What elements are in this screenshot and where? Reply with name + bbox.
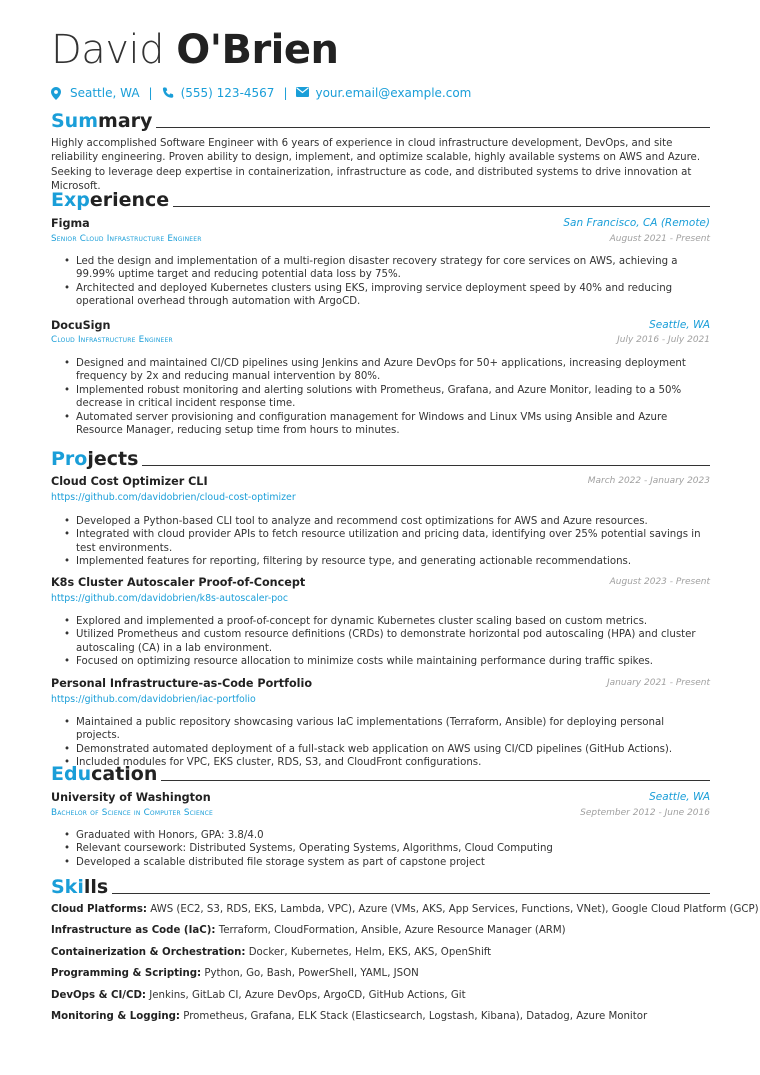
envelope-icon	[296, 87, 308, 99]
contact-line	[51, 85, 471, 101]
separator: |	[148, 86, 153, 100]
list-item: • Utilized Prometheus and custom resource definitions (CRDs) to demonstrate horizontal pod autoscaling (HPA) and cluster autoscaling (CA) in a lab environment.	[51, 628, 710, 655]
section-rule	[173, 206, 710, 207]
section-rule	[156, 127, 710, 128]
list-item: • Integrated with cloud provider APIs to fetch resource utilization and pricing data, identifying over 25% potential savings in test environments.	[51, 528, 710, 555]
project-dates: March 2022 - January 2023	[587, 476, 710, 486]
list-item: • Included modules for VPC, EKS cluster, RDS, S3, and CloudFront configurations.	[51, 756, 710, 769]
project-link-row	[51, 694, 710, 707]
section-rule	[142, 465, 710, 466]
project-link[interactable]: https://github.com/davidobrien/iac-portfolio	[51, 694, 256, 705]
skill-label: DevOps & CI/CD:	[51, 990, 146, 1001]
experience-entry-figma	[51, 217, 710, 233]
skill-label: Infrastructure as Code (IaC):	[51, 925, 216, 936]
skill-row	[51, 989, 710, 1003]
project-name: Personal Infrastructure-as-Code Portfolio	[51, 677, 313, 690]
skill-value: Python, Go, Bash, PowerShell, YAML, JSON	[204, 968, 419, 979]
list-item: • Maintained a public repository showcasing various IaC implementations (Terraform, Ansible) for deploying personal projects.	[51, 716, 710, 743]
project-dates: January 2021 - Present	[607, 678, 710, 688]
skill-value: AWS (EC2, S3, RDS, EKS, Lambda, VPC), Azure (VMs, AKS, App Services, Functions, VNet), Google Cloud Platform (GCP)	[150, 904, 759, 915]
list-item: • Focused on optimizing resource allocation to minimize costs while maintaining performance during traffic spikes.	[51, 655, 710, 668]
skill-value: Docker, Kubernetes, Helm, EKS, AKS, OpenShift	[248, 947, 492, 958]
skill-row	[51, 924, 710, 938]
education-bullets	[51, 829, 710, 869]
section-title-experience: Experience	[51, 185, 710, 211]
list-item: • Designed and maintained CI/CD pipelines using Jenkins and Azure DevOps for 50+ applications, increasing deployment frequency by 2x and reducing manual intervention by 80%.	[51, 357, 710, 384]
skill-value: Prometheus, Grafana, ELK Stack (Elasticsearch, Logstash, Kibana), Datadog, Azure Monitor	[183, 1011, 648, 1022]
job-title: Senior Cloud Infrastructure Engineer	[51, 234, 202, 244]
skill-row	[51, 946, 710, 960]
job-dates: August 2021 - Present	[609, 234, 710, 244]
list-item: • Demonstrated automated deployment of a full-stack web application on AWS using CI/CD pipelines (GitHub Actions).	[51, 743, 710, 756]
project-entry	[51, 475, 710, 491]
list-item: • Developed a scalable distributed file storage system as part of capstone project	[51, 856, 710, 869]
project-link[interactable]: https://github.com/davidobrien/cloud-cost-optimizer	[51, 492, 296, 503]
job-dates: July 2016 - July 2021	[617, 335, 710, 345]
section-title-summary: Summary	[51, 106, 710, 132]
project-link-row	[51, 492, 710, 505]
section-title-skills: Skills	[51, 872, 710, 898]
list-item: • Automated server provisioning and configuration management for Windows and Linux VMs using Ansible and Azure Resource Manager, reducing setup time from hours to minutes.	[51, 411, 710, 438]
project-bullets	[51, 615, 710, 669]
section-title-education: Education	[51, 759, 710, 785]
experience-bullets	[51, 255, 710, 309]
email-link[interactable]: your.email@example.com	[315, 86, 472, 100]
education-dates: September 2012 - June 2016	[580, 808, 710, 818]
education-entry	[51, 791, 710, 807]
first-name: David	[51, 27, 164, 73]
candidate-name	[51, 26, 339, 74]
list-item: • Implemented robust monitoring and alerting solutions with Prometheus, Grafana, and Azure Monitor, leading to a 50% decrease in critical incident response time.	[51, 384, 710, 411]
phone-icon	[162, 87, 174, 99]
degree: Bachelor of Science in Computer Science	[51, 808, 214, 818]
company-name: DocuSign	[51, 319, 111, 332]
project-link-row	[51, 593, 710, 606]
project-entry	[51, 677, 710, 693]
list-item: • Explored and implemented a proof-of-concept for dynamic Kubernetes cluster scaling based on custom metrics.	[51, 615, 710, 628]
skill-value: Jenkins, GitLab CI, Azure DevOps, ArgoCD, GitHub Actions, Git	[149, 990, 466, 1001]
project-link[interactable]: https://github.com/davidobrien/k8s-autoscaler-poc	[51, 593, 289, 604]
skill-row	[51, 903, 759, 917]
phone-text: (555) 123-4567	[180, 86, 275, 100]
skill-value: Terraform, CloudFormation, Ansible, Azure Resource Manager (ARM)	[218, 925, 566, 936]
school-location: Seattle, WA	[649, 791, 710, 803]
last-name: O'Brien	[176, 27, 339, 73]
map-marker-icon	[51, 87, 63, 99]
list-item: • Relevant coursework: Distributed Systems, Operating Systems, Algorithms, Cloud Computing	[51, 842, 710, 855]
skill-label: Monitoring & Logging:	[51, 1011, 180, 1022]
section-title-projects: Projects	[51, 444, 710, 470]
list-item: • Developed a Python-based CLI tool to analyze and recommend cost optimizations for AWS and Azure resources.	[51, 515, 710, 528]
experience-bullets	[51, 357, 710, 437]
separator: |	[283, 86, 288, 100]
project-bullets	[51, 515, 710, 569]
skill-label: Programming & Scripting:	[51, 968, 202, 979]
skill-label: Containerization & Orchestration:	[51, 947, 246, 958]
company-name: Figma	[51, 217, 90, 230]
list-item: • Led the design and implementation of a multi-region disaster recovery strategy for core services on AWS, achieving a 99.99% uptime target and reducing potential data loss by 75%.	[51, 255, 710, 282]
project-name: K8s Cluster Autoscaler Proof-of-Concept	[51, 576, 306, 589]
project-dates: August 2023 - Present	[609, 577, 710, 587]
skill-label: Cloud Platforms:	[51, 904, 147, 915]
experience-role-row	[51, 234, 710, 247]
project-name: Cloud Cost Optimizer CLI	[51, 475, 208, 488]
experience-role-row	[51, 335, 710, 348]
school-name: University of Washington	[51, 791, 211, 804]
skill-row	[51, 967, 710, 981]
summary-text: Highly accomplished Software Engineer with 6 years of experience in cloud infrastructure development, DevOps, and site reliability engineering. Proven ability to design, implement, and optimize scalable, highly available systems on AWS and Azure. Seeking to leverage deep expertise in containerization, infrastructure as code, and distributed systems to drive innovation at Microsoft.	[51, 138, 701, 192]
section-rule	[161, 780, 710, 781]
list-item: • Architected and deployed Kubernetes clusters using EKS, improving service deployment speed by 40% and reducing operational overhead through automation with ArgoCD.	[51, 282, 710, 309]
section-rule	[112, 893, 710, 894]
list-item: • Graduated with Honors, GPA: 3.8/4.0	[51, 829, 710, 842]
skill-row	[51, 1010, 710, 1024]
project-entry	[51, 576, 710, 592]
location-text: Seattle, WA	[70, 86, 140, 100]
company-location: San Francisco, CA (Remote)	[563, 217, 710, 229]
list-item: • Implemented features for reporting, filtering by resource type, and generating actionable recommendations.	[51, 555, 710, 568]
job-title: Cloud Infrastructure Engineer	[51, 335, 173, 345]
education-degree-row	[51, 808, 710, 821]
experience-entry-docusign	[51, 319, 710, 335]
company-location: Seattle, WA	[649, 319, 710, 331]
